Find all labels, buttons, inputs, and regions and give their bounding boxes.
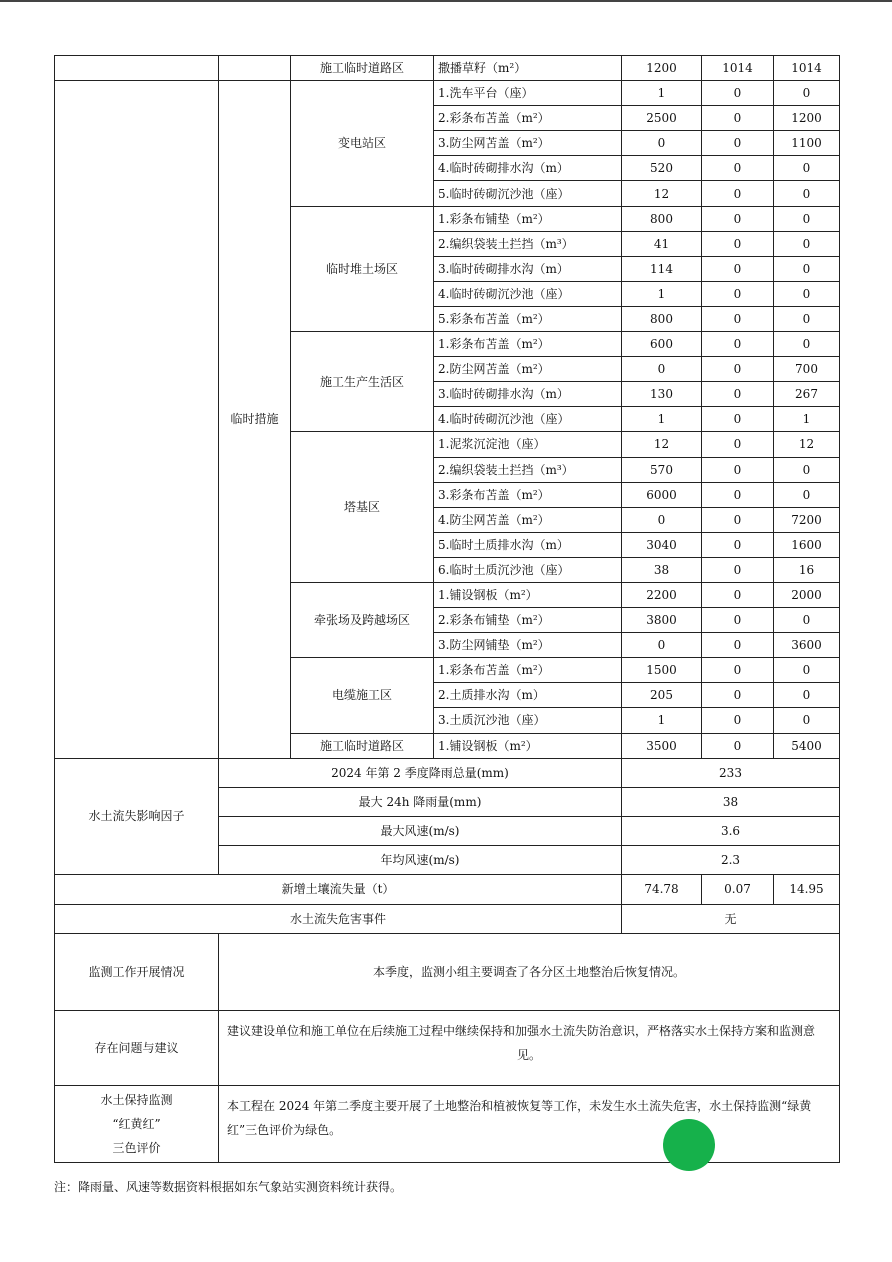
new-loss-v1: 74.78 bbox=[622, 874, 702, 904]
area-cell: 临时堆土场区 bbox=[291, 206, 434, 331]
planned-value-cell: 0 bbox=[622, 131, 702, 156]
cumulative-value-cell: 1100 bbox=[774, 131, 840, 156]
measure-cell: 3.土质沉沙池（座） bbox=[434, 708, 622, 733]
measure-cell: 6.临时土质沉沙池（座） bbox=[434, 557, 622, 582]
planned-value-cell: 205 bbox=[622, 683, 702, 708]
planned-value-cell: 3800 bbox=[622, 608, 702, 633]
quarter-value-cell: 0 bbox=[702, 231, 774, 256]
measure-cell: 1.彩条布铺垫（m²） bbox=[434, 206, 622, 231]
monitoring-table bbox=[54, 55, 840, 1163]
cumulative-value-cell: 0 bbox=[774, 658, 840, 683]
measure-cell: 4.临时砖砌沉沙池（座） bbox=[434, 281, 622, 306]
measure-cell: 2.编织袋装土拦挡（m³） bbox=[434, 231, 622, 256]
cumulative-value-cell: 0 bbox=[774, 482, 840, 507]
cumulative-value-cell: 0 bbox=[774, 231, 840, 256]
cumulative-value-cell: 1600 bbox=[774, 532, 840, 557]
quarter-value-cell: 0 bbox=[702, 658, 774, 683]
new-loss-v3: 14.95 bbox=[774, 874, 840, 904]
quarter-value-cell: 0 bbox=[702, 532, 774, 557]
cumulative-value-cell: 0 bbox=[774, 206, 840, 231]
planned-value-cell: 1500 bbox=[622, 658, 702, 683]
cumulative-value-cell: 2000 bbox=[774, 582, 840, 607]
cumulative-value-cell: 0 bbox=[774, 181, 840, 206]
cumulative-value-cell: 0 bbox=[774, 281, 840, 306]
hazard-value: 无 bbox=[622, 904, 840, 933]
measure-cell: 5.临时砖砌沉沙池（座） bbox=[434, 181, 622, 206]
planned-value-cell: 0 bbox=[622, 633, 702, 658]
rating-label bbox=[55, 1085, 219, 1162]
cumulative-value-cell: 0 bbox=[774, 608, 840, 633]
monitoring-label: 监测工作开展情况 bbox=[55, 933, 219, 1010]
factor-value: 3.6 bbox=[622, 816, 840, 845]
measure-cell: 5.彩条布苫盖（m²） bbox=[434, 306, 622, 331]
factor-label: 最大 24h 降雨量(mm) bbox=[219, 787, 622, 816]
quarter-value-cell: 0 bbox=[702, 557, 774, 582]
quarter-value-cell: 0 bbox=[702, 733, 774, 758]
quarter-value-cell: 0 bbox=[702, 181, 774, 206]
quarter-value-cell: 0 bbox=[702, 608, 774, 633]
measure-cell: 3.临时砖砌排水沟（m） bbox=[434, 382, 622, 407]
quarter-value-cell: 1014 bbox=[702, 56, 774, 81]
planned-value-cell: 6000 bbox=[622, 482, 702, 507]
cumulative-value-cell: 0 bbox=[774, 81, 840, 106]
quarter-value-cell: 0 bbox=[702, 131, 774, 156]
cumulative-value-cell: 0 bbox=[774, 306, 840, 331]
quarter-value-cell: 0 bbox=[702, 106, 774, 131]
cumulative-value-cell: 0 bbox=[774, 156, 840, 181]
factor-value: 2.3 bbox=[622, 845, 840, 874]
planned-value-cell: 2200 bbox=[622, 582, 702, 607]
planned-value-cell: 520 bbox=[622, 156, 702, 181]
quarter-value-cell: 0 bbox=[702, 582, 774, 607]
area-cell: 施工临时道路区 bbox=[291, 56, 434, 81]
area-cell: 施工临时道路区 bbox=[291, 733, 434, 758]
table-row bbox=[55, 758, 840, 787]
quarter-value-cell: 0 bbox=[702, 156, 774, 181]
cumulative-value-cell: 7200 bbox=[774, 507, 840, 532]
measure-cell: 4.防尘网苫盖（m²） bbox=[434, 507, 622, 532]
table-row bbox=[55, 81, 840, 106]
measure-cell: 1.彩条布苫盖（m²） bbox=[434, 332, 622, 357]
measure-cell: 4.临时砖砌沉沙池（座） bbox=[434, 407, 622, 432]
table-row bbox=[55, 1010, 840, 1085]
cumulative-value-cell: 1200 bbox=[774, 106, 840, 131]
issues-text: 建议建设单位和施工单位在后续施工过程中继续保持和加强水土流失防治意识，严格落实水土保持方案和监测意见。 bbox=[219, 1010, 840, 1085]
cumulative-value-cell: 0 bbox=[774, 332, 840, 357]
footnote: 注：降雨量、风速等数据资料根据如东气象站实测资料统计获得。 bbox=[54, 1180, 403, 1194]
quarter-value-cell: 0 bbox=[702, 507, 774, 532]
planned-value-cell: 1 bbox=[622, 281, 702, 306]
blank-cell bbox=[55, 81, 219, 759]
cumulative-value-cell: 0 bbox=[774, 708, 840, 733]
area-cell: 变电站区 bbox=[291, 81, 434, 206]
quarter-value-cell: 0 bbox=[702, 407, 774, 432]
planned-value-cell: 0 bbox=[622, 507, 702, 532]
measure-cell: 4.临时砖砌排水沟（m） bbox=[434, 156, 622, 181]
planned-value-cell: 800 bbox=[622, 206, 702, 231]
measure-cell: 1.洗车平台（座） bbox=[434, 81, 622, 106]
factor-label: 最大风速(m/s) bbox=[219, 816, 622, 845]
measure-cell: 撒播草籽（m²） bbox=[434, 56, 622, 81]
issues-label: 存在问题与建议 bbox=[55, 1010, 219, 1085]
quarter-value-cell: 0 bbox=[702, 206, 774, 231]
measure-cell: 2.彩条布铺垫（m²） bbox=[434, 608, 622, 633]
temporary-measures-label: 临时措施 bbox=[219, 81, 291, 759]
planned-value-cell: 12 bbox=[622, 181, 702, 206]
cumulative-value-cell: 0 bbox=[774, 256, 840, 281]
monitoring-text: 本季度，监测小组主要调查了各分区土地整治后恢复情况。 bbox=[219, 933, 840, 1010]
table-row bbox=[55, 874, 840, 904]
planned-value-cell: 1200 bbox=[622, 56, 702, 81]
measure-cell: 1.铺设钢板（m²） bbox=[434, 733, 622, 758]
planned-value-cell: 1 bbox=[622, 81, 702, 106]
measure-cell: 1.彩条布苫盖（m²） bbox=[434, 658, 622, 683]
planned-value-cell: 41 bbox=[622, 231, 702, 256]
planned-value-cell: 1 bbox=[622, 407, 702, 432]
cumulative-value-cell: 0 bbox=[774, 457, 840, 482]
measure-cell: 3.彩条布苫盖（m²） bbox=[434, 482, 622, 507]
cumulative-value-cell: 5400 bbox=[774, 733, 840, 758]
measure-cell: 2.防尘网苫盖（m²） bbox=[434, 357, 622, 382]
planned-value-cell: 1 bbox=[622, 708, 702, 733]
planned-value-cell: 800 bbox=[622, 306, 702, 331]
quarter-value-cell: 0 bbox=[702, 382, 774, 407]
quarter-value-cell: 0 bbox=[702, 81, 774, 106]
quarter-value-cell: 0 bbox=[702, 256, 774, 281]
new-loss-label: 新增土壤流失量（t） bbox=[55, 874, 622, 904]
planned-value-cell: 600 bbox=[622, 332, 702, 357]
area-cell: 电缆施工区 bbox=[291, 658, 434, 733]
area-cell: 塔基区 bbox=[291, 432, 434, 583]
rating-label-line: “红黄红” bbox=[112, 1116, 161, 1131]
table-row bbox=[55, 904, 840, 933]
planned-value-cell: 0 bbox=[622, 357, 702, 382]
quarter-value-cell: 0 bbox=[702, 633, 774, 658]
quarter-value-cell: 0 bbox=[702, 357, 774, 382]
blank-cell bbox=[219, 56, 291, 81]
cumulative-value-cell: 1014 bbox=[774, 56, 840, 81]
measure-cell: 3.防尘网苫盖（m²） bbox=[434, 131, 622, 156]
quarter-value-cell: 0 bbox=[702, 332, 774, 357]
planned-value-cell: 114 bbox=[622, 256, 702, 281]
quarter-value-cell: 0 bbox=[702, 482, 774, 507]
factor-label: 年均风速(m/s) bbox=[219, 845, 622, 874]
table-row bbox=[55, 933, 840, 1010]
table-row bbox=[55, 56, 840, 81]
cumulative-value-cell: 0 bbox=[774, 683, 840, 708]
quarter-value-cell: 0 bbox=[702, 281, 774, 306]
quarter-value-cell: 0 bbox=[702, 457, 774, 482]
measure-cell: 1.铺设钢板（m²） bbox=[434, 582, 622, 607]
cumulative-value-cell: 3600 bbox=[774, 633, 840, 658]
planned-value-cell: 570 bbox=[622, 457, 702, 482]
rating-text: 本工程在 2024 年第二季度主要开展了土地整治和植被恢复等工作，未发生水土流失危害，水土保持监测“绿黄红”三色评价为绿色。 bbox=[219, 1085, 840, 1162]
cumulative-value-cell: 700 bbox=[774, 357, 840, 382]
cumulative-value-cell: 267 bbox=[774, 382, 840, 407]
blank-cell bbox=[55, 56, 219, 81]
measure-cell: 2.彩条布苫盖（m²） bbox=[434, 106, 622, 131]
quarter-value-cell: 0 bbox=[702, 708, 774, 733]
measure-cell: 2.编织袋装土拦挡（m³） bbox=[434, 457, 622, 482]
factors-label: 水土流失影响因子 bbox=[55, 758, 219, 874]
hazard-label: 水土流失危害事件 bbox=[55, 904, 622, 933]
quarter-value-cell: 0 bbox=[702, 683, 774, 708]
cumulative-value-cell: 1 bbox=[774, 407, 840, 432]
new-loss-v2: 0.07 bbox=[702, 874, 774, 904]
table-row bbox=[55, 1085, 840, 1162]
top-border-line bbox=[0, 0, 892, 2]
area-cell: 牵张场及跨越场区 bbox=[291, 582, 434, 657]
planned-value-cell: 38 bbox=[622, 557, 702, 582]
planned-value-cell: 2500 bbox=[622, 106, 702, 131]
planned-value-cell: 12 bbox=[622, 432, 702, 457]
rating-label-line: 水土保持监测 bbox=[100, 1092, 173, 1107]
measure-cell: 3.临时砖砌排水沟（m） bbox=[434, 256, 622, 281]
planned-value-cell: 130 bbox=[622, 382, 702, 407]
green-rating-badge bbox=[663, 1119, 715, 1171]
factor-value: 38 bbox=[622, 787, 840, 816]
factor-label: 2024 年第 2 季度降雨总量(mm) bbox=[219, 758, 622, 787]
cumulative-value-cell: 16 bbox=[774, 557, 840, 582]
measure-cell: 3.防尘网铺垫（m²） bbox=[434, 633, 622, 658]
measure-cell: 5.临时土质排水沟（m） bbox=[434, 532, 622, 557]
measure-cell: 1.泥浆沉淀池（座） bbox=[434, 432, 622, 457]
cumulative-value-cell: 12 bbox=[774, 432, 840, 457]
rating-label-line: 三色评价 bbox=[112, 1140, 161, 1155]
quarter-value-cell: 0 bbox=[702, 432, 774, 457]
area-cell: 施工生产生活区 bbox=[291, 332, 434, 432]
quarter-value-cell: 0 bbox=[702, 306, 774, 331]
factor-value: 233 bbox=[622, 758, 840, 787]
planned-value-cell: 3040 bbox=[622, 532, 702, 557]
planned-value-cell: 3500 bbox=[622, 733, 702, 758]
measure-cell: 2.土质排水沟（m） bbox=[434, 683, 622, 708]
